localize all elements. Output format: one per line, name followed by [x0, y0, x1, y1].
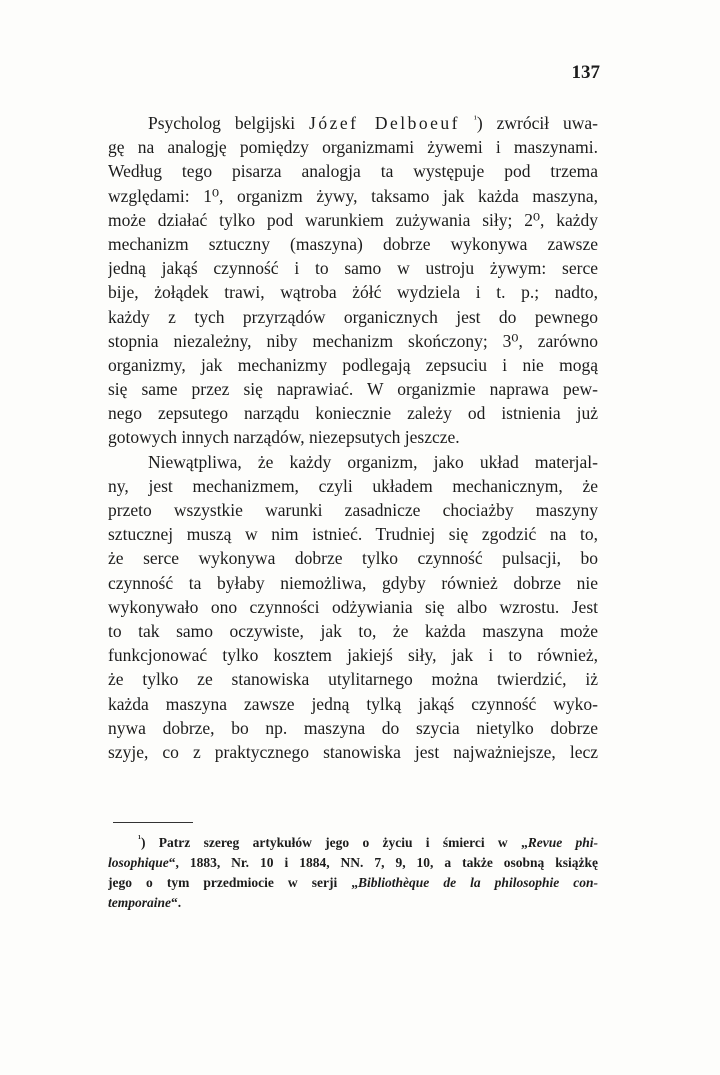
- body-text: [108, 111, 598, 764]
- footnote-divider: [113, 822, 193, 823]
- footnote-line: [108, 853, 598, 873]
- paragraph-2-line: funkcjonować tylko kosztem jakiejś siły, jak i to również,: [108, 645, 598, 666]
- journal-title: losophique: [108, 855, 169, 870]
- journal-title: Revue phi-: [527, 835, 598, 850]
- paragraph-1-line: bije, żołądek trawi, wątroba żółć wydziela i t. p.; nadto,: [108, 282, 598, 303]
- paragraph-1-line: każdy z tych przyrządów organicznych jest do pewnego: [108, 306, 598, 327]
- paragraph-2-line: nywa dobrze, bo np. maszyna do szycia nietylko dobrze: [108, 717, 598, 738]
- footnote-line: [108, 873, 598, 893]
- paragraph-2-line: sztucznej muszą w nim istnieć. Trudniej się zgodzić na to,: [108, 524, 598, 545]
- text-span: jego o tym przedmiocie w serji „: [108, 875, 359, 890]
- paragraph-1-line: względami: 1⁰, organizm żywy, taksamo jak każda maszyna,: [108, 185, 598, 206]
- paragraph-2-line: że tylko ze stanowiska utylitarnego można twierdzić, iż: [108, 669, 598, 690]
- paragraph-1-line: mechanizm sztuczny (maszyna) dobrze wykonywa zawsze: [108, 233, 598, 254]
- text-span: ) Patrz szereg artykułów jego o życiu i śmierci w „: [141, 835, 528, 850]
- paragraph-1-line: organizmy, jak mechanizmy podlegają zepsuciu i nie mogą: [108, 354, 598, 375]
- paragraph-1-line: Według tego pisarza analogja ta występuje pod trzema: [108, 161, 598, 182]
- footnote: [108, 833, 598, 913]
- text-span: “, 1883, Nr. 10 i 1884, NN. 7, 9, 10, a także osobną książkę: [168, 855, 598, 870]
- paragraph-1-line: stopnia niezależny, niby mechanizm skończony; 3⁰, zarówno: [108, 330, 598, 351]
- paragraph-2-line: każda maszyna zawsze jedną tylką jakąś czynność wyko-: [108, 693, 598, 714]
- paragraph-2-line: że serce wykonywa dobrze tylko czynność pulsacji, bo: [108, 548, 598, 569]
- footnote-line: [108, 833, 598, 853]
- footnote-reference: ¹: [473, 114, 477, 126]
- text-span: ) zwrócił uwa-: [476, 113, 598, 133]
- paragraph-2-line: to tak samo oczywiste, jak to, że każda maszyna może: [108, 620, 598, 641]
- paragraph-2-line: wykonywało ono czynności odżywiania się albo wzrostu. Jest: [108, 596, 598, 617]
- paragraph-2-line: czynność ta byłaby niemożliwa, gdyby również dobrze nie: [108, 572, 598, 593]
- page-number: 137: [571, 62, 600, 83]
- paragraph-2-line: przeto wszystkie warunki zasadnicze chociażby maszyny: [108, 500, 598, 520]
- text-span: “.: [171, 895, 182, 910]
- paragraph-1-line: [108, 111, 598, 135]
- footnote-line: [108, 893, 598, 913]
- paragraph-2-line: Niewątpliwa, że każdy organizm, jako układ materjal-: [148, 451, 598, 472]
- paragraph-1-line: gotowych innych narządów, niezepsutych jeszcze.: [108, 427, 460, 448]
- paragraph-2-line: szyje, co z praktycznego stanowiska jest najważniejsze, lecz: [108, 741, 598, 762]
- series-title: Bibliothèque de la philosophie con-: [358, 875, 598, 890]
- paragraph-1-line: nego zepsutego narządu koniecznie zależy od istnienia już: [108, 403, 598, 424]
- author-name: Józef Delboeuf: [309, 113, 460, 133]
- paragraph-1-line: gę na analogję pomiędzy organizmami żywemi i maszynami.: [108, 137, 598, 158]
- text-span: Psycholog belgijski: [148, 113, 296, 133]
- paragraph-2-line: ny, jest mechanizmem, czyli układem mechanicznym, że: [108, 475, 598, 496]
- footnote-mark: ¹: [138, 833, 141, 845]
- paragraph-1-line: może działać tylko pod warunkiem zużywania siły; 2⁰, każdy: [108, 209, 598, 230]
- series-title: temporaine: [108, 895, 171, 910]
- paragraph-1-line: jedną jakąś czynność i to samo w ustroju żywym: serce: [108, 258, 598, 279]
- paragraph-1-line: się same przez się naprawiać. W organizmie naprawa pew-: [108, 379, 598, 400]
